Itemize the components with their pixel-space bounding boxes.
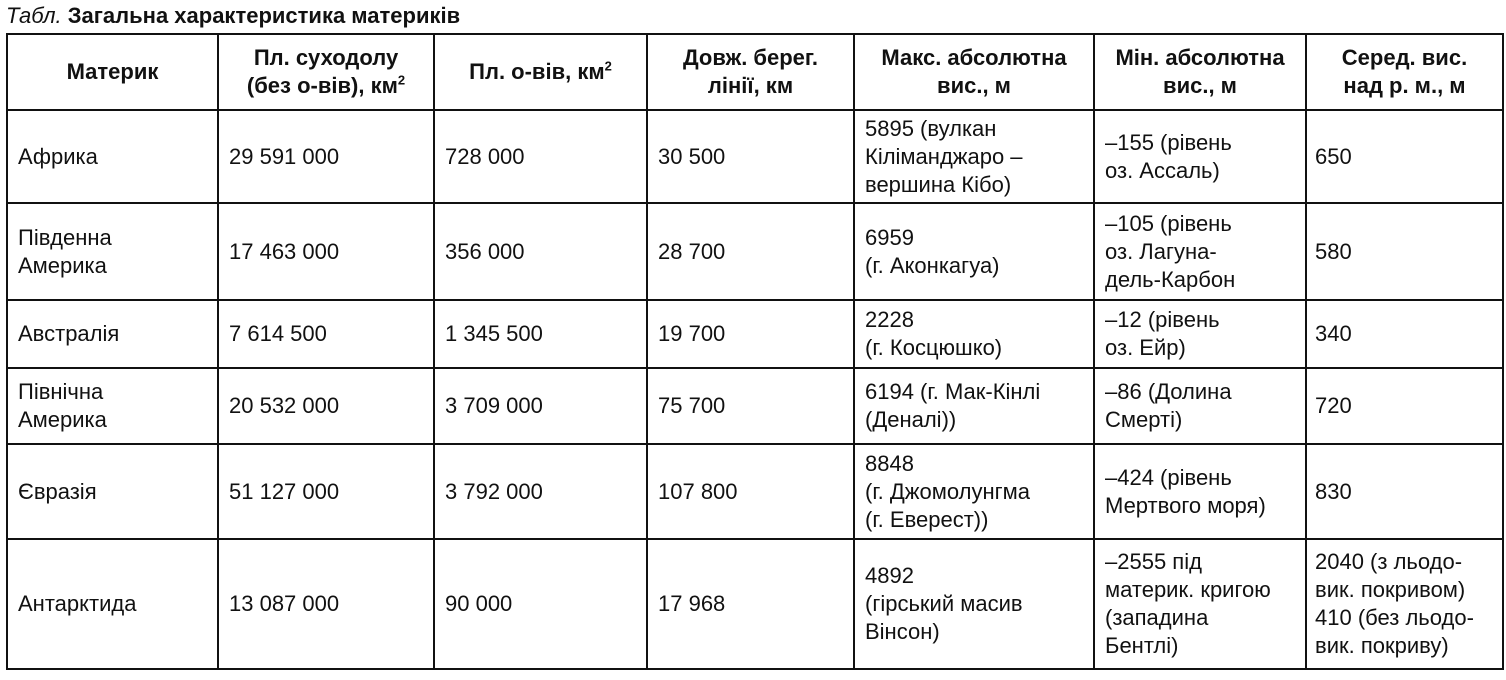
table-row: [7, 300, 1503, 368]
cell-land-area: 13 087 000: [218, 539, 434, 669]
cell-max-height: 8848 (г. Джомолунгма (г. Еверест)): [854, 444, 1094, 539]
continents-table: [6, 33, 1504, 670]
cell-islands-area: 1 345 500: [434, 300, 647, 368]
cell-max-height: 6194 (г. Мак-Кінлі (Деналі)): [854, 368, 1094, 444]
header-islands-area-sup: 2: [604, 58, 612, 74]
cell-islands-area: 90 000: [434, 539, 647, 669]
header-coastline: Довж. берег. лінії, км: [647, 34, 854, 110]
table-row: [7, 444, 1503, 539]
cell-min-height: –105 (рівень оз. Лагуна- дель-Карбон: [1094, 203, 1306, 300]
cell-islands-area: 3 792 000: [434, 444, 647, 539]
header-avg-height: Серед. вис. над р. м., м: [1306, 34, 1503, 110]
cell-islands-area: 728 000: [434, 110, 647, 203]
cell-land-area: 29 591 000: [218, 110, 434, 203]
cell-avg-height: 340: [1306, 300, 1503, 368]
cell-min-height: –2555 під материк. кригою (западина Бентлі): [1094, 539, 1306, 669]
table-row: [7, 368, 1503, 444]
cell-coastline: 19 700: [647, 300, 854, 368]
cell-avg-height: 650: [1306, 110, 1503, 203]
cell-land-area: 51 127 000: [218, 444, 434, 539]
header-islands-area: Пл. о-вів, $км^2$: [434, 34, 647, 110]
cell-coastline: 17 968: [647, 539, 854, 669]
cell-continent: Африка: [7, 110, 218, 203]
cell-coastline: 107 800: [647, 444, 854, 539]
cell-coastline: 30 500: [647, 110, 854, 203]
table-row: [7, 539, 1503, 669]
header-min-height: Мін. абсолютна вис., м: [1094, 34, 1306, 110]
header-max-height: Макс. абсолютна вис., м: [854, 34, 1094, 110]
cell-continent: Євразія: [7, 444, 218, 539]
table-row: [7, 110, 1503, 203]
header-land-area-sup: 2: [397, 72, 406, 88]
cell-min-height: –86 (Долина Смерті): [1094, 368, 1306, 444]
table-row: [7, 203, 1503, 300]
table-caption: [6, 2, 460, 30]
cell-land-area: 7 614 500: [218, 300, 434, 368]
cell-continent: Австралія: [7, 300, 218, 368]
cell-min-height: –424 (рівень Мертвого моря): [1094, 444, 1306, 539]
cell-max-height: 4892 (гірський масив Вінсон): [854, 539, 1094, 669]
cell-min-height: –155 (рівень оз. Ассаль): [1094, 110, 1306, 203]
cell-avg-height: 580: [1306, 203, 1503, 300]
cell-continent: Антарктида: [7, 539, 218, 669]
cell-islands-area: 356 000: [434, 203, 647, 300]
cell-avg-height: 2040 (з льодо- вик. покривом) 410 (без льодо- вик. покриву): [1306, 539, 1503, 669]
cell-land-area: 17 463 000: [218, 203, 434, 300]
cell-min-height: –12 (рівень оз. Ейр): [1094, 300, 1306, 368]
cell-avg-height: 830: [1306, 444, 1503, 539]
header-continent: Материк: [7, 34, 218, 110]
cell-continent: Північна Америка: [7, 368, 218, 444]
cell-islands-area: 3 709 000: [434, 368, 647, 444]
cell-max-height: 6959 (г. Аконкагуа): [854, 203, 1094, 300]
cell-coastline: 75 700: [647, 368, 854, 444]
cell-avg-height: 720: [1306, 368, 1503, 444]
cell-continent: Південна Америка: [7, 203, 218, 300]
cell-max-height: 2228 (г. Косцюшко): [854, 300, 1094, 368]
cell-max-height: 5895 (вулкан Кіліманджаро – вершина Кібо): [854, 110, 1094, 203]
table-header-row: [7, 34, 1503, 110]
cell-land-area: 20 532 000: [218, 368, 434, 444]
cell-coastline: 28 700: [647, 203, 854, 300]
caption-prefix: Табл.: [6, 3, 62, 28]
caption-title: Загальна характеристика материків: [67, 3, 461, 28]
header-land-area: Пл. суходолу (без о-вів), $км^2$: [218, 34, 434, 110]
